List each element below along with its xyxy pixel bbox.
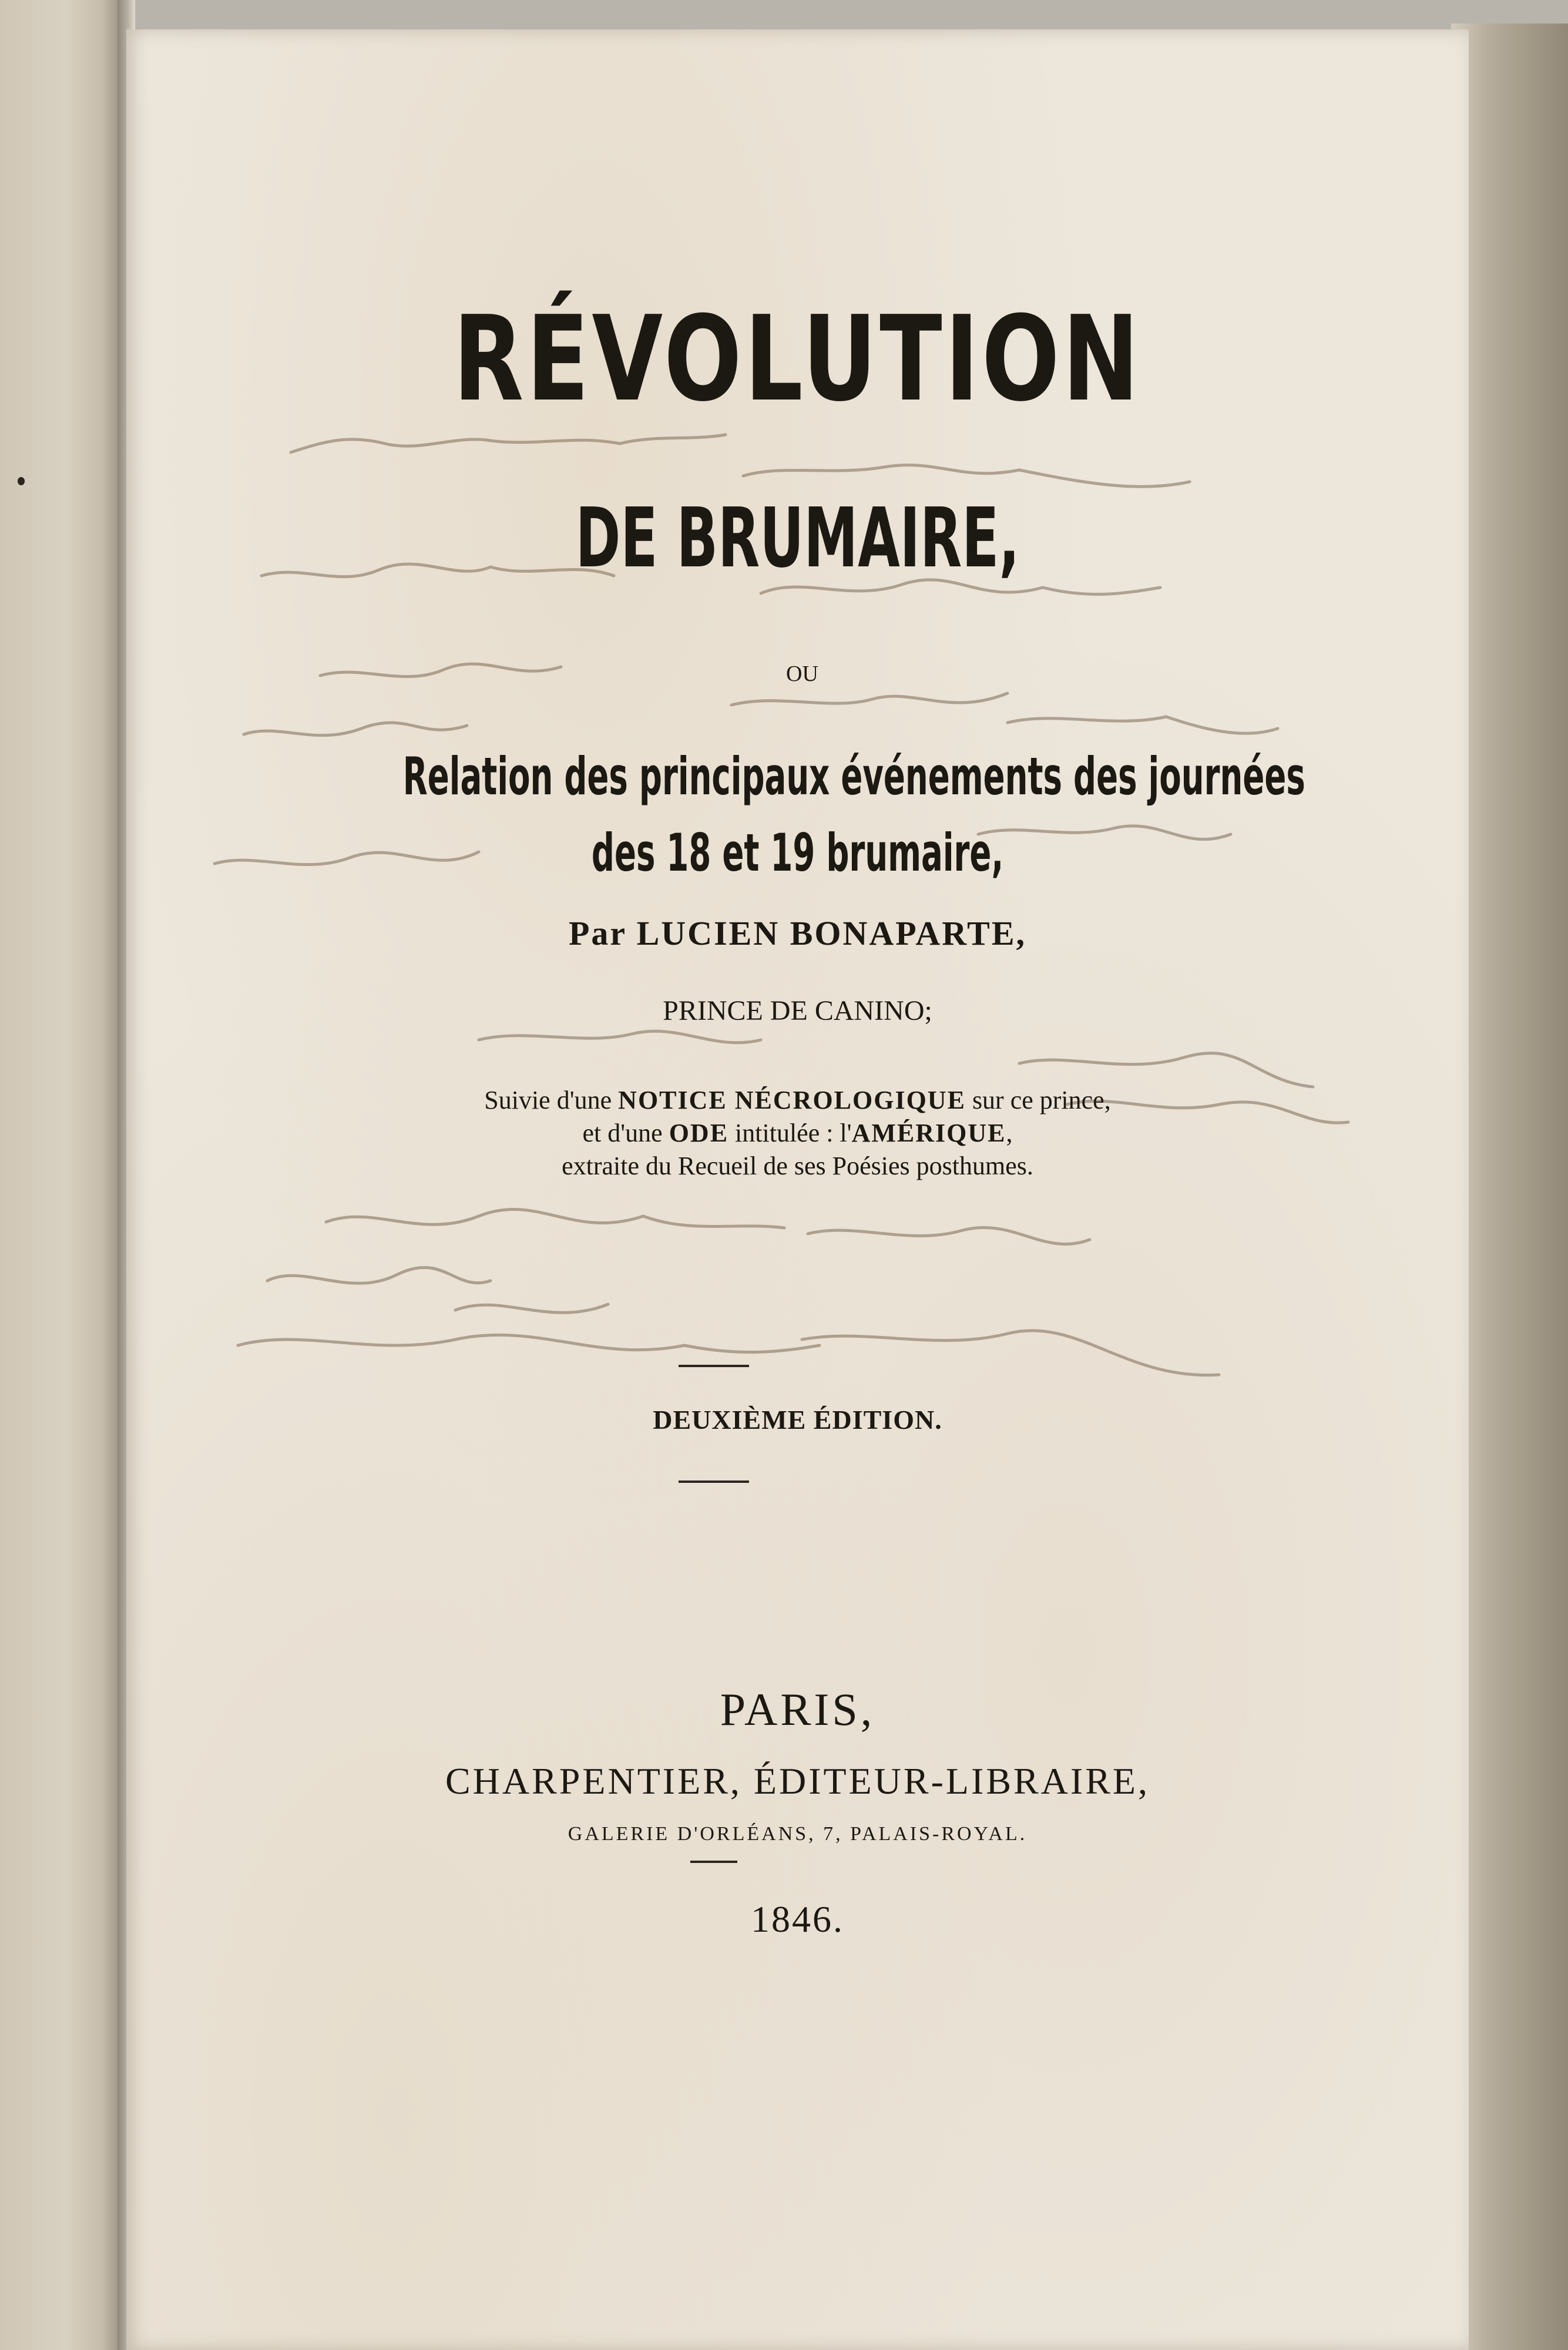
divider-rule <box>679 1365 749 1367</box>
publication-year: 1846. <box>751 1898 844 1940</box>
publisher-address: GALERIE D'ORLÉANS, 7, PALAIS-ROYAL. <box>568 1823 1028 1845</box>
publication-city: PARIS, <box>720 1684 875 1735</box>
divider-rule <box>690 1861 737 1863</box>
author-title: PRINCE DE CANINO; <box>663 995 932 1026</box>
author-prefix: Par <box>568 914 627 952</box>
book-title: RÉVOLUTION <box>453 291 1142 428</box>
contents-note-line-3: extraite du Recueil de ses Poésies posthumes. <box>562 1152 1033 1180</box>
divider-rule <box>679 1480 749 1483</box>
title-page <box>126 29 1469 2350</box>
conjunction: OU <box>786 662 818 686</box>
contents-note <box>126 1084 1469 1183</box>
book-subtitle: DE BRUMAIRE, <box>575 491 1020 586</box>
contents-note-line-1: Suivie d'une NOTICE NÉCROLOGIQUE sur ce prince, <box>484 1086 1111 1114</box>
facing-page <box>0 0 120 2350</box>
edition-label: DEUXIÈME ÉDITION. <box>653 1405 942 1435</box>
contents-note-line-2: et d'une ODE intitulée : l'AMÉRIQUE, <box>582 1119 1013 1147</box>
ink-dot <box>18 477 25 485</box>
author-name: LUCIEN BONAPARTE, <box>636 914 1027 952</box>
relation-line-1: Relation des principaux événements des journées <box>402 746 1305 807</box>
relation-line-2: des 18 et 19 brumaire, <box>591 822 1004 883</box>
publisher-name: CHARPENTIER, ÉDITEUR-LIBRAIRE, <box>445 1760 1150 1802</box>
author-line <box>126 914 1469 953</box>
